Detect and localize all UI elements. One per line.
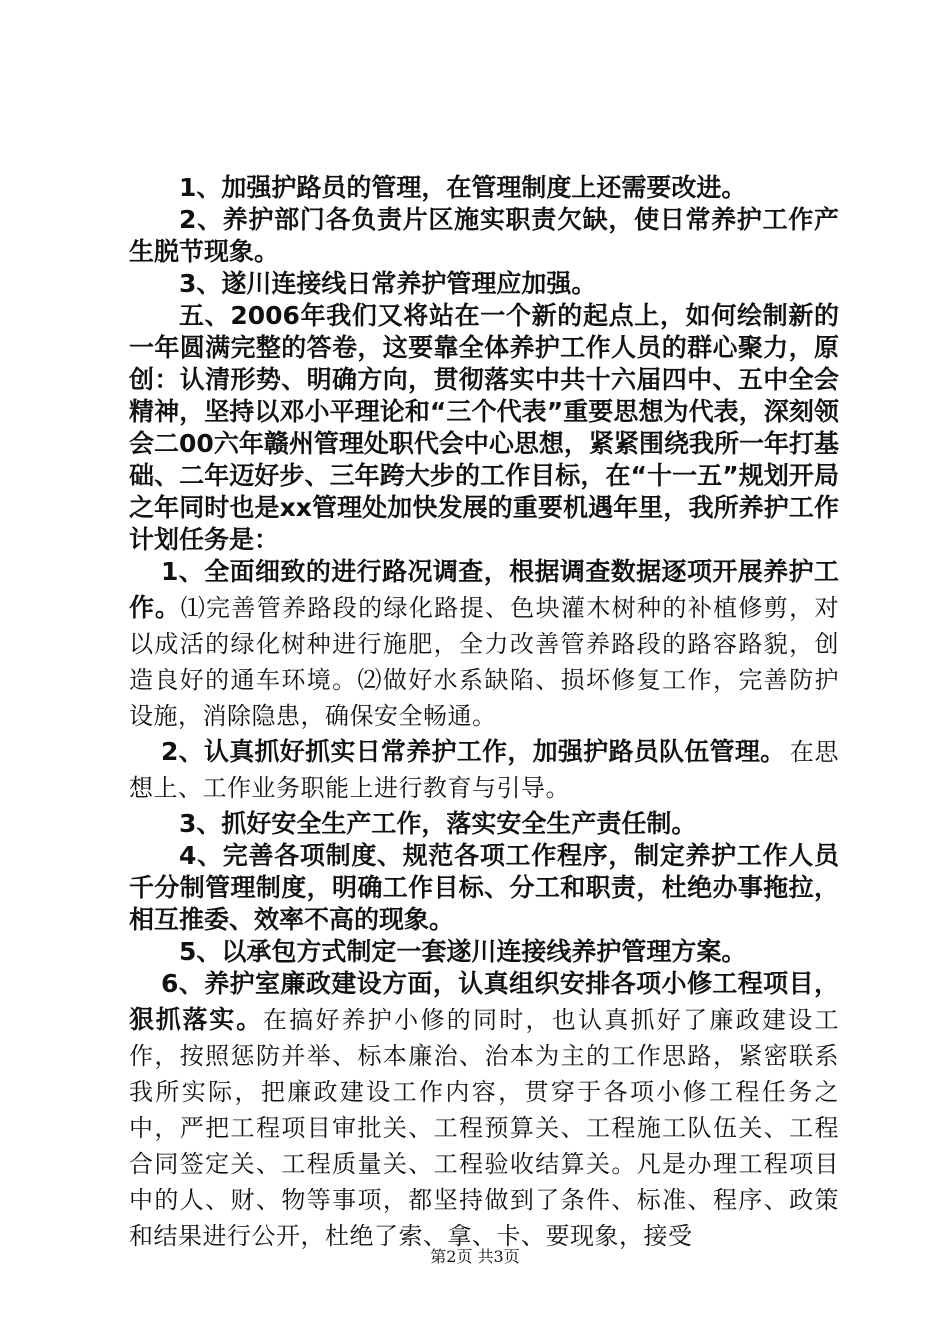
paragraph-8: 4、完善各项制度、规范各项工作程序，制定养护工作人员千分制管理制度，明确工作目标、分工和职责，杜绝办事拖拉，相互推委、效率不高的现象。 — [129, 841, 839, 934]
paragraph-5-lead: 1、全面细致的进行路况调查，根据调查数据逐项开展养护工作。 — [129, 557, 839, 622]
paragraph-10 — [129, 968, 839, 1256]
paragraph-4: 五、2006年我们又将站在一个新的起点上，如何绘制新的一年圆满完整的答卷，这要靠全体养护工作人员的群心聚力，原创：认清形势、明确方向，贯彻落实中共十六届四中、五中全会精神，坚持以邓小平理论和“三个代表”重要思想为代表，深刻领会二00六年赣州管理处职代会中心思想，紧紧围绕我所一年打基础、二年迈好步、三年跨大步的工作目标，在“十一五”规划开局之年同时也是xx管理处加快发展的重要机遇年里，我所养护工作计划任务是： — [129, 301, 839, 554]
paragraph-1: 1、加强护路员的管理，在管理制度上还需要改进。 — [179, 173, 747, 202]
paragraph-3: 3、遂川连接线日常养护管理应加强。 — [179, 269, 597, 298]
paragraph-6-lead: 2、认真抓好抓实日常养护工作，加强护路员队伍管理。 — [161, 737, 786, 766]
paragraph-6-body: 在思想上、工作业务职能上进行教育与引导。 — [129, 738, 839, 802]
paragraph-6 — [129, 736, 839, 808]
paragraph-2: 2、养护部门各负责片区施实职责欠缺，使日常养护工作产生脱节现象。 — [129, 205, 839, 266]
paragraph-10-lead: 6、养护室廉政建设方面，认真组织安排各项小修工程项目，狠抓落实。 — [129, 969, 839, 1034]
document-body — [129, 172, 839, 1256]
paragraph-5 — [129, 556, 839, 736]
page-footer: 第2页 共3页 — [430, 1247, 520, 1266]
paragraph-9: 5、以承包方式制定一套遂川连接线养护管理方案。 — [179, 937, 747, 966]
paragraph-10-body: 在搞好养护小修的同时，也认真抓好了廉政建设工作，按照惩防并举、标本廉治、治本为主的工作思路，紧密联系我所实际，把廉政建设工作内容，贯穿于各项小修工程任务之中，严把工程项目审批关、工程预算关、工程施工队伍关、工程合同签定关、工程质量关、工程验收结算关。凡是办理工程项目中的人、财、物等事项，都坚持做到了条件、标准、程序、政策和结果进行公开，杜绝了索、拿、卡、要现象，接受 — [129, 1006, 839, 1250]
paragraph-7: 3、抓好安全生产工作，落实安全生产责任制。 — [179, 809, 697, 838]
paragraph-5-body: ⑴完善管养路段的绿化路提、色块灌木树种的补植修剪，对以成活的绿化树种进行施肥，全力改善管养路段的路容路貌，创造良好的通车环境。⑵做好水系缺陷、损坏修复工作，完善防护设施，消除隐患，确保安全畅通。 — [129, 594, 839, 730]
